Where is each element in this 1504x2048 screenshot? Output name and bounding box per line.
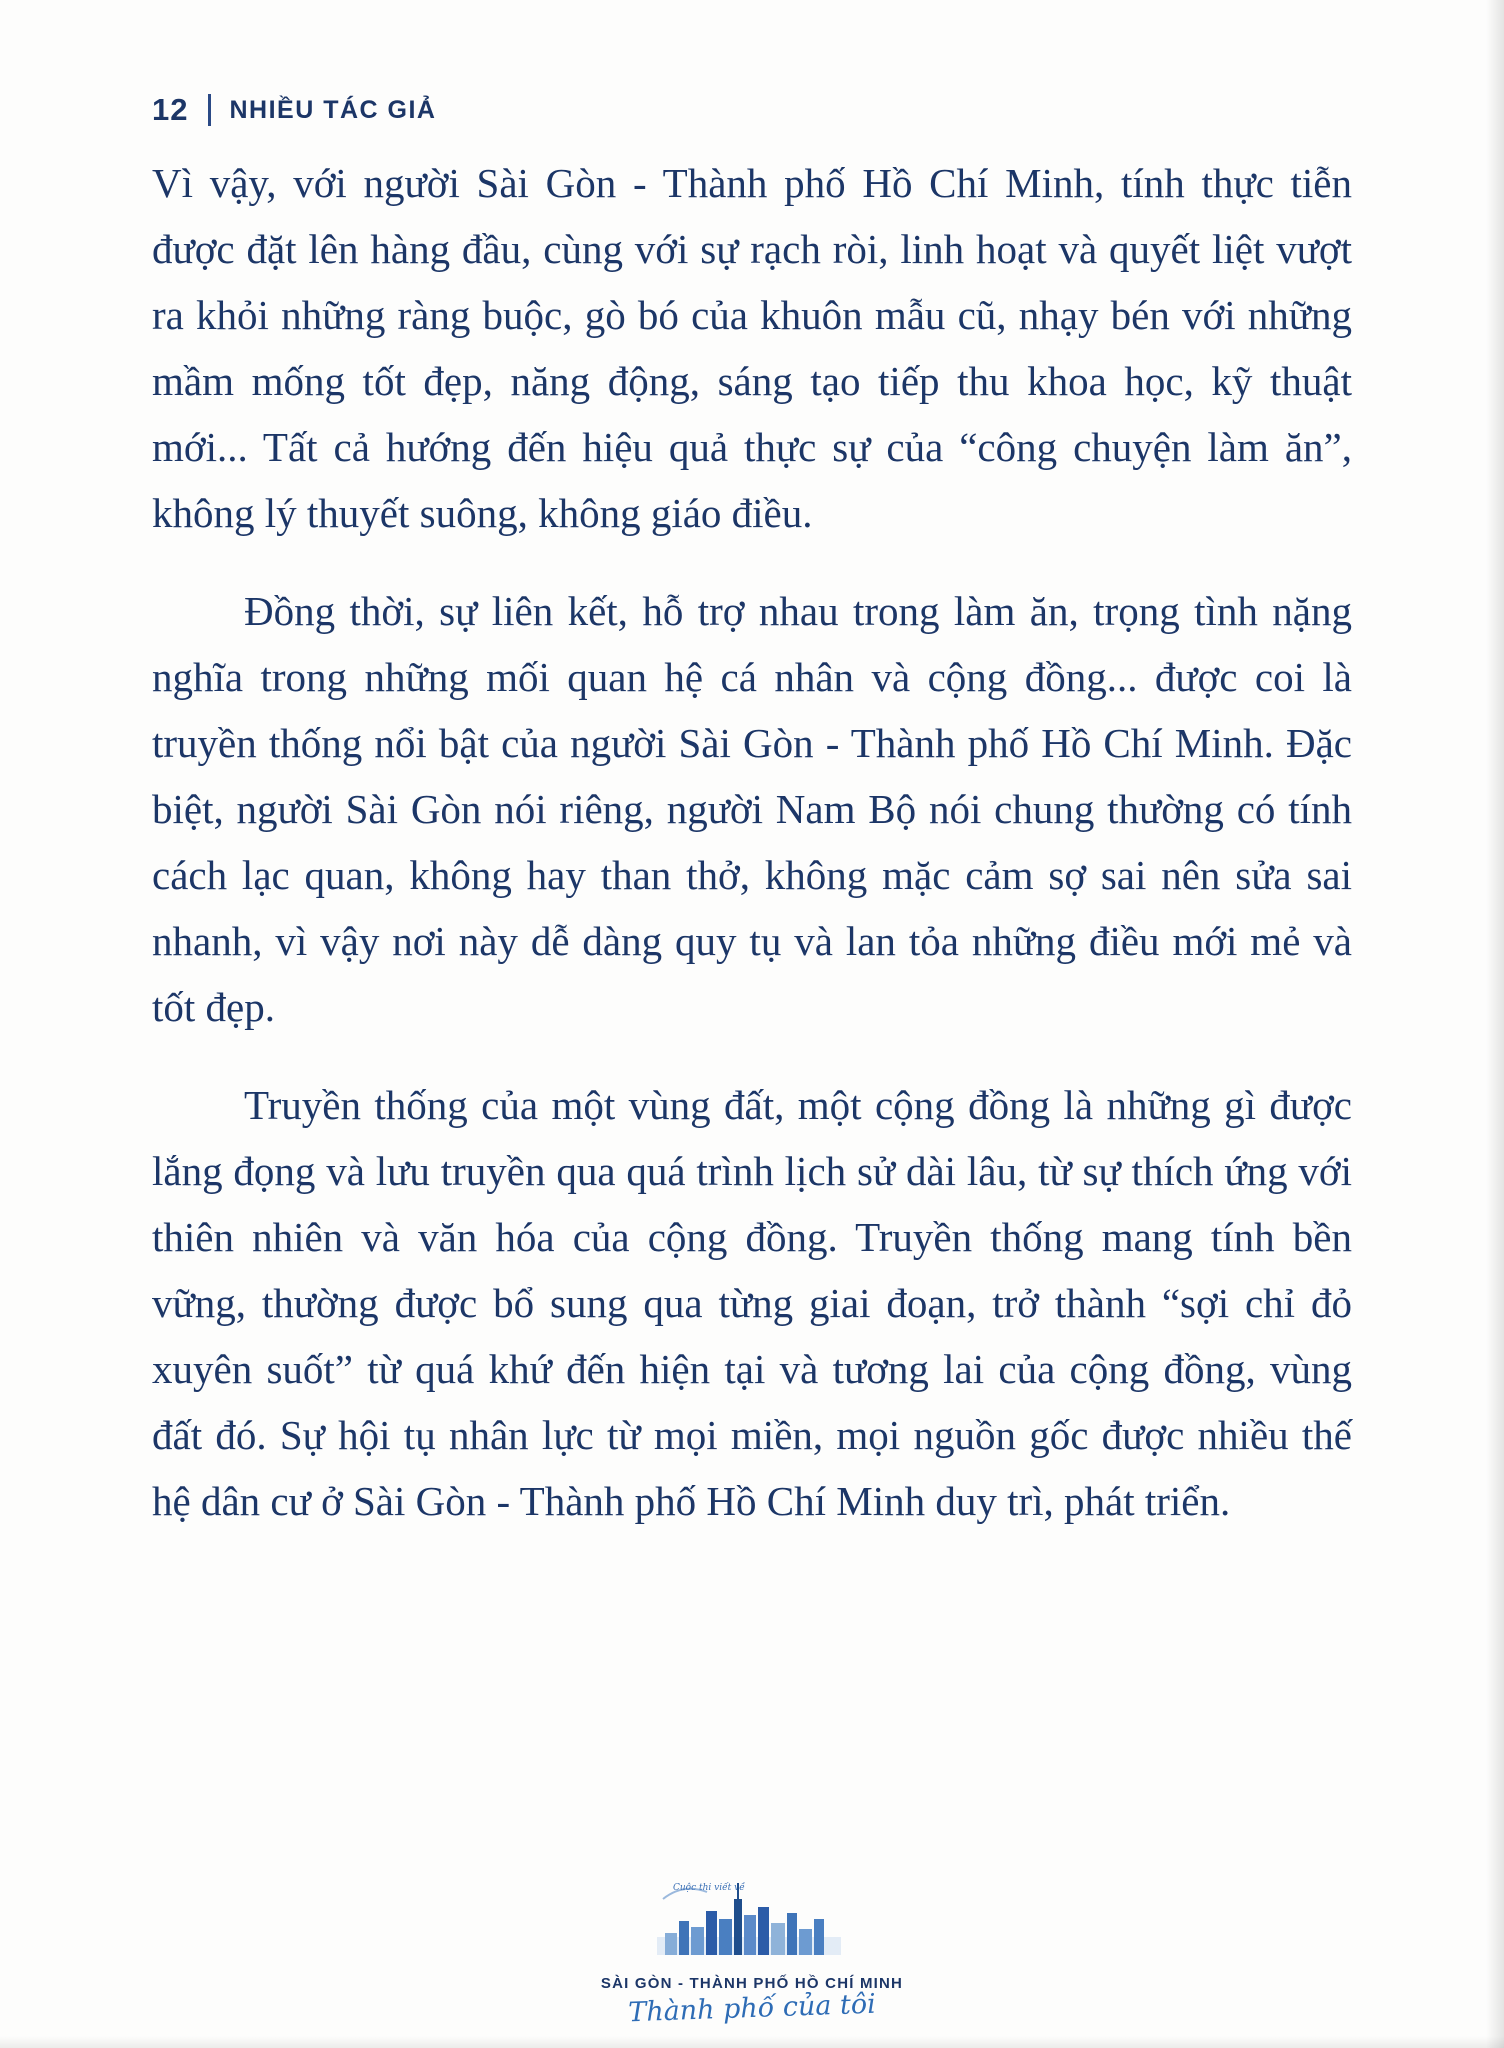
paragraph-3: Truyền thống của một vùng đất, một cộng đồng là những gì được lắng đọng và lưu truyền qua quá trình lịch sử dài lâu, từ sự thích ứng với thiên nhiên và văn hóa của cộng đồng. Truyền thống mang tính bền vững, thường được bổ sung qua từng giai đoạn, trở thành “sợi chỉ đỏ xuyên suốt” từ quá khứ đến hiện tại và tương lai của cộng đồng, vùng đất đó. Sự hội tụ nhân lực từ mọi miền, mọi nguồn gốc được nhiều thế hệ dân cư ở Sài Gòn - Thành phố Hồ Chí Minh duy trì, phát triển. bbox=[152, 1082, 1352, 1524]
paragraph-1: Vì vậy, với người Sài Gòn - Thành phố Hồ Chí Minh, tính thực tiễn được đặt lên hàng đầu, cùng với sự rạch ròi, linh hoạt và quyết liệt vượt ra khỏi những ràng buộc, gò bó của khuôn mẫu cũ, nhạy bén với những mầm mống tốt đẹp, năng động, sáng tạo tiếp thu khoa học, kỹ thuật mới... Tất cả hướng đến hiệu quả thực sự của “công chuyện làm ăn”, không lý thuyết suông, không giáo điều. bbox=[152, 160, 1352, 536]
city-skyline-logo-icon bbox=[637, 1877, 867, 1973]
logo-title: SÀI GÒN - THÀNH PHỐ HỒ CHÍ MINH bbox=[600, 1975, 904, 1992]
scan-edge-shadow-bottom bbox=[0, 2036, 1504, 2048]
page-number: 12 bbox=[152, 92, 189, 127]
logo-tagline: Cuộc thi viết về bbox=[673, 1883, 745, 1893]
publisher-logo bbox=[592, 1877, 912, 2029]
header-divider bbox=[208, 94, 211, 126]
page-header bbox=[152, 92, 436, 128]
skyline-buildings-icon bbox=[657, 1883, 841, 1955]
header-author: NHIỀU TÁC GIẢ bbox=[229, 95, 437, 124]
paragraph-2: Đồng thời, sự liên kết, hỗ trợ nhau trong làm ăn, trọng tình nặng nghĩa trong những mối quan hệ cá nhân và cộng đồng... được coi là truyền thống nổi bật của người Sài Gòn - Thành phố Hồ Chí Minh. Đặc biệt, người Sài Gòn nói riêng, người Nam Bộ nói chung thường có tính cách lạc quan, không hay than thở, không mặc cảm sợ sai nên sửa sai nhanh, vì vậy nơi này dễ dàng quy tụ và lan tỏa những điều mới mẻ và tốt đẹp. bbox=[152, 588, 1352, 1030]
logo-script-subtitle: Thành phố của tôi bbox=[627, 1988, 877, 2029]
scan-edge-shadow-right bbox=[1486, 0, 1504, 2048]
page-body bbox=[152, 150, 1352, 1566]
